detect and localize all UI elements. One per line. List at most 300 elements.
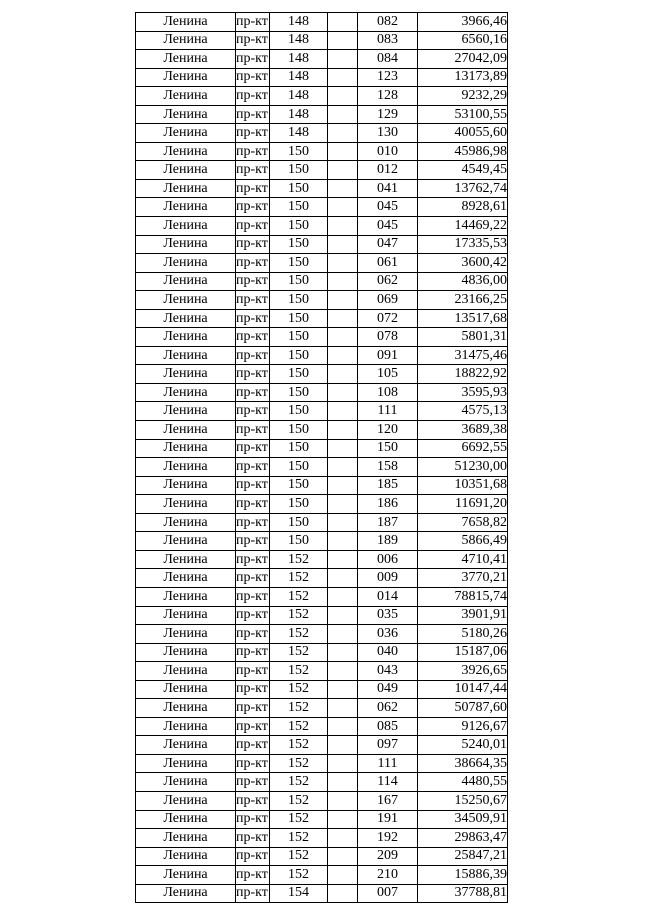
- street-type-cell: пр-кт: [236, 105, 270, 124]
- amount-cell: 15187,06: [418, 643, 508, 662]
- building-cell: [328, 699, 358, 718]
- apartment-cell: 014: [358, 587, 418, 606]
- apartment-cell: 187: [358, 513, 418, 532]
- building-cell: [328, 124, 358, 143]
- building-cell: [328, 717, 358, 736]
- building-cell: [328, 550, 358, 569]
- apartment-cell: 114: [358, 773, 418, 792]
- street-cell: Ленина: [136, 124, 236, 143]
- building-cell: [328, 606, 358, 625]
- house-number-cell: 150: [270, 142, 328, 161]
- street-cell: Ленина: [136, 458, 236, 477]
- street-cell: Ленина: [136, 662, 236, 681]
- street-type-cell: пр-кт: [236, 587, 270, 606]
- street-type-cell: пр-кт: [236, 87, 270, 106]
- house-number-cell: 152: [270, 773, 328, 792]
- debt-table: [135, 12, 508, 903]
- table-row: [136, 309, 508, 328]
- table-row: [136, 50, 508, 69]
- building-cell: [328, 847, 358, 866]
- street-cell: Ленина: [136, 254, 236, 273]
- house-number-cell: 150: [270, 161, 328, 180]
- street-cell: Ленина: [136, 87, 236, 106]
- amount-cell: 8928,61: [418, 198, 508, 217]
- house-number-cell: 150: [270, 421, 328, 440]
- house-number-cell: 152: [270, 587, 328, 606]
- house-number-cell: 148: [270, 31, 328, 50]
- amount-cell: 5180,26: [418, 625, 508, 644]
- table-row: [136, 476, 508, 495]
- amount-cell: 4710,41: [418, 550, 508, 569]
- street-type-cell: пр-кт: [236, 272, 270, 291]
- table-row: [136, 569, 508, 588]
- street-type-cell: пр-кт: [236, 532, 270, 551]
- street-cell: Ленина: [136, 421, 236, 440]
- street-cell: Ленина: [136, 717, 236, 736]
- street-type-cell: пр-кт: [236, 458, 270, 477]
- street-cell: Ленина: [136, 625, 236, 644]
- building-cell: [328, 365, 358, 384]
- amount-cell: 13762,74: [418, 179, 508, 198]
- table-row: [136, 142, 508, 161]
- house-number-cell: 152: [270, 680, 328, 699]
- street-type-cell: пр-кт: [236, 124, 270, 143]
- building-cell: [328, 476, 358, 495]
- street-cell: Ленина: [136, 31, 236, 50]
- house-number-cell: 150: [270, 235, 328, 254]
- street-cell: Ленина: [136, 476, 236, 495]
- street-type-cell: пр-кт: [236, 476, 270, 495]
- amount-cell: 10147,44: [418, 680, 508, 699]
- street-type-cell: пр-кт: [236, 68, 270, 87]
- apartment-cell: 083: [358, 31, 418, 50]
- street-type-cell: пр-кт: [236, 495, 270, 514]
- street-cell: Ленина: [136, 309, 236, 328]
- amount-cell: 18822,92: [418, 365, 508, 384]
- amount-cell: 27042,09: [418, 50, 508, 69]
- street-cell: Ленина: [136, 495, 236, 514]
- table-row: [136, 884, 508, 903]
- building-cell: [328, 383, 358, 402]
- street-type-cell: пр-кт: [236, 810, 270, 829]
- table-row: [136, 402, 508, 421]
- house-number-cell: 150: [270, 439, 328, 458]
- apartment-cell: 111: [358, 754, 418, 773]
- amount-cell: 50787,60: [418, 699, 508, 718]
- building-cell: [328, 346, 358, 365]
- street-type-cell: пр-кт: [236, 254, 270, 273]
- street-type-cell: пр-кт: [236, 513, 270, 532]
- street-cell: Ленина: [136, 68, 236, 87]
- amount-cell: 5866,49: [418, 532, 508, 551]
- apartment-cell: 123: [358, 68, 418, 87]
- building-cell: [328, 161, 358, 180]
- amount-cell: 10351,68: [418, 476, 508, 495]
- building-cell: [328, 662, 358, 681]
- amount-cell: 4836,00: [418, 272, 508, 291]
- building-cell: [328, 235, 358, 254]
- street-type-cell: пр-кт: [236, 383, 270, 402]
- house-number-cell: 148: [270, 87, 328, 106]
- street-cell: Ленина: [136, 791, 236, 810]
- apartment-cell: 035: [358, 606, 418, 625]
- house-number-cell: 150: [270, 309, 328, 328]
- building-cell: [328, 328, 358, 347]
- apartment-cell: 167: [358, 791, 418, 810]
- house-number-cell: 148: [270, 124, 328, 143]
- street-type-cell: пр-кт: [236, 736, 270, 755]
- building-cell: [328, 179, 358, 198]
- amount-cell: 3600,42: [418, 254, 508, 273]
- building-cell: [328, 402, 358, 421]
- street-type-cell: пр-кт: [236, 717, 270, 736]
- street-type-cell: пр-кт: [236, 791, 270, 810]
- amount-cell: 29863,47: [418, 829, 508, 848]
- table-row: [136, 105, 508, 124]
- amount-cell: 6692,55: [418, 439, 508, 458]
- street-cell: Ленина: [136, 606, 236, 625]
- apartment-cell: 129: [358, 105, 418, 124]
- street-type-cell: пр-кт: [236, 179, 270, 198]
- building-cell: [328, 439, 358, 458]
- street-cell: Ленина: [136, 866, 236, 885]
- amount-cell: 4480,55: [418, 773, 508, 792]
- apartment-cell: 128: [358, 87, 418, 106]
- house-number-cell: 152: [270, 569, 328, 588]
- building-cell: [328, 105, 358, 124]
- apartment-cell: 062: [358, 699, 418, 718]
- house-number-cell: 152: [270, 736, 328, 755]
- building-cell: [328, 791, 358, 810]
- table-row: [136, 198, 508, 217]
- building-cell: [328, 643, 358, 662]
- table-row: [136, 235, 508, 254]
- apartment-cell: 036: [358, 625, 418, 644]
- table-row: [136, 31, 508, 50]
- building-cell: [328, 31, 358, 50]
- street-type-cell: пр-кт: [236, 198, 270, 217]
- street-cell: Ленина: [136, 365, 236, 384]
- apartment-cell: 062: [358, 272, 418, 291]
- street-type-cell: пр-кт: [236, 31, 270, 50]
- apartment-cell: 130: [358, 124, 418, 143]
- house-number-cell: 150: [270, 402, 328, 421]
- street-type-cell: пр-кт: [236, 754, 270, 773]
- table-row: [136, 179, 508, 198]
- street-cell: Ленина: [136, 810, 236, 829]
- table-row: [136, 810, 508, 829]
- street-type-cell: пр-кт: [236, 569, 270, 588]
- street-cell: Ленина: [136, 699, 236, 718]
- house-number-cell: 150: [270, 291, 328, 310]
- house-number-cell: 150: [270, 476, 328, 495]
- street-cell: Ленина: [136, 383, 236, 402]
- table-row: [136, 495, 508, 514]
- table-row: [136, 346, 508, 365]
- building-cell: [328, 513, 358, 532]
- amount-cell: 78815,74: [418, 587, 508, 606]
- building-cell: [328, 773, 358, 792]
- street-cell: Ленина: [136, 773, 236, 792]
- amount-cell: 6560,16: [418, 31, 508, 50]
- street-cell: Ленина: [136, 198, 236, 217]
- building-cell: [328, 495, 358, 514]
- street-cell: Ленина: [136, 13, 236, 32]
- table-row: [136, 680, 508, 699]
- building-cell: [328, 87, 358, 106]
- amount-cell: 3901,91: [418, 606, 508, 625]
- table-row: [136, 662, 508, 681]
- apartment-cell: 045: [358, 217, 418, 236]
- table-row: [136, 87, 508, 106]
- house-number-cell: 152: [270, 847, 328, 866]
- street-cell: Ленина: [136, 439, 236, 458]
- house-number-cell: 150: [270, 198, 328, 217]
- apartment-cell: 097: [358, 736, 418, 755]
- street-cell: Ленина: [136, 161, 236, 180]
- street-type-cell: пр-кт: [236, 291, 270, 310]
- house-number-cell: 150: [270, 495, 328, 514]
- street-type-cell: пр-кт: [236, 439, 270, 458]
- apartment-cell: 185: [358, 476, 418, 495]
- street-type-cell: пр-кт: [236, 699, 270, 718]
- street-cell: Ленина: [136, 587, 236, 606]
- street-cell: Ленина: [136, 513, 236, 532]
- house-number-cell: 150: [270, 383, 328, 402]
- house-number-cell: 152: [270, 550, 328, 569]
- apartment-cell: 150: [358, 439, 418, 458]
- amount-cell: 38664,35: [418, 754, 508, 773]
- house-number-cell: 148: [270, 105, 328, 124]
- street-cell: Ленина: [136, 847, 236, 866]
- house-number-cell: 152: [270, 643, 328, 662]
- table-row: [136, 365, 508, 384]
- apartment-cell: 012: [358, 161, 418, 180]
- house-number-cell: 152: [270, 699, 328, 718]
- apartment-cell: 085: [358, 717, 418, 736]
- building-cell: [328, 142, 358, 161]
- table-row: [136, 587, 508, 606]
- amount-cell: 25847,21: [418, 847, 508, 866]
- building-cell: [328, 866, 358, 885]
- building-cell: [328, 736, 358, 755]
- street-type-cell: пр-кт: [236, 847, 270, 866]
- house-number-cell: 152: [270, 662, 328, 681]
- street-type-cell: пр-кт: [236, 421, 270, 440]
- apartment-cell: 078: [358, 328, 418, 347]
- apartment-cell: 192: [358, 829, 418, 848]
- apartment-cell: 040: [358, 643, 418, 662]
- amount-cell: 5240,01: [418, 736, 508, 755]
- table-row: [136, 439, 508, 458]
- house-number-cell: 152: [270, 810, 328, 829]
- house-number-cell: 152: [270, 606, 328, 625]
- table-row: [136, 699, 508, 718]
- building-cell: [328, 421, 358, 440]
- amount-cell: 15250,67: [418, 791, 508, 810]
- street-type-cell: пр-кт: [236, 365, 270, 384]
- street-cell: Ленина: [136, 179, 236, 198]
- street-type-cell: пр-кт: [236, 328, 270, 347]
- house-number-cell: 148: [270, 68, 328, 87]
- apartment-cell: 072: [358, 309, 418, 328]
- street-type-cell: пр-кт: [236, 346, 270, 365]
- amount-cell: 7658,82: [418, 513, 508, 532]
- street-cell: Ленина: [136, 328, 236, 347]
- house-number-cell: 154: [270, 884, 328, 903]
- house-number-cell: 150: [270, 365, 328, 384]
- amount-cell: 4549,45: [418, 161, 508, 180]
- table-row: [136, 124, 508, 143]
- amount-cell: 4575,13: [418, 402, 508, 421]
- street-cell: Ленина: [136, 291, 236, 310]
- street-cell: Ленина: [136, 346, 236, 365]
- house-number-cell: 150: [270, 513, 328, 532]
- table-row: [136, 847, 508, 866]
- building-cell: [328, 291, 358, 310]
- table-row: [136, 383, 508, 402]
- apartment-cell: 108: [358, 383, 418, 402]
- building-cell: [328, 587, 358, 606]
- building-cell: [328, 810, 358, 829]
- amount-cell: 3770,21: [418, 569, 508, 588]
- building-cell: [328, 754, 358, 773]
- apartment-cell: 047: [358, 235, 418, 254]
- building-cell: [328, 829, 358, 848]
- building-cell: [328, 884, 358, 903]
- amount-cell: 34509,91: [418, 810, 508, 829]
- house-number-cell: 150: [270, 532, 328, 551]
- house-number-cell: 150: [270, 217, 328, 236]
- street-type-cell: пр-кт: [236, 50, 270, 69]
- street-cell: Ленина: [136, 402, 236, 421]
- building-cell: [328, 50, 358, 69]
- table-row: [136, 513, 508, 532]
- house-number-cell: 152: [270, 625, 328, 644]
- apartment-cell: 082: [358, 13, 418, 32]
- house-number-cell: 148: [270, 50, 328, 69]
- amount-cell: 51230,00: [418, 458, 508, 477]
- street-type-cell: пр-кт: [236, 402, 270, 421]
- amount-cell: 5801,31: [418, 328, 508, 347]
- amount-cell: 53100,55: [418, 105, 508, 124]
- street-cell: Ленина: [136, 643, 236, 662]
- amount-cell: 15886,39: [418, 866, 508, 885]
- table-row: [136, 717, 508, 736]
- building-cell: [328, 625, 358, 644]
- house-number-cell: 150: [270, 272, 328, 291]
- street-type-cell: пр-кт: [236, 643, 270, 662]
- building-cell: [328, 68, 358, 87]
- house-number-cell: 152: [270, 754, 328, 773]
- apartment-cell: 069: [358, 291, 418, 310]
- amount-cell: 11691,20: [418, 495, 508, 514]
- amount-cell: 3689,38: [418, 421, 508, 440]
- street-cell: Ленина: [136, 569, 236, 588]
- street-cell: Ленина: [136, 532, 236, 551]
- table-row: [136, 254, 508, 273]
- apartment-cell: 209: [358, 847, 418, 866]
- street-cell: Ленина: [136, 550, 236, 569]
- amount-cell: 3926,65: [418, 662, 508, 681]
- apartment-cell: 006: [358, 550, 418, 569]
- street-cell: Ленина: [136, 235, 236, 254]
- amount-cell: 23166,25: [418, 291, 508, 310]
- building-cell: [328, 569, 358, 588]
- table-row: [136, 736, 508, 755]
- amount-cell: 40055,60: [418, 124, 508, 143]
- house-number-cell: 152: [270, 791, 328, 810]
- apartment-cell: 043: [358, 662, 418, 681]
- table-row: [136, 291, 508, 310]
- house-number-cell: 150: [270, 458, 328, 477]
- street-cell: Ленина: [136, 829, 236, 848]
- building-cell: [328, 532, 358, 551]
- street-type-cell: пр-кт: [236, 217, 270, 236]
- table-row: [136, 532, 508, 551]
- building-cell: [328, 272, 358, 291]
- street-type-cell: пр-кт: [236, 662, 270, 681]
- table-row: [136, 272, 508, 291]
- table-row: [136, 625, 508, 644]
- building-cell: [328, 198, 358, 217]
- house-number-cell: 150: [270, 179, 328, 198]
- table-row: [136, 643, 508, 662]
- table-row: [136, 550, 508, 569]
- house-number-cell: 150: [270, 346, 328, 365]
- apartment-cell: 009: [358, 569, 418, 588]
- building-cell: [328, 254, 358, 273]
- table-row: [136, 161, 508, 180]
- table-row: [136, 773, 508, 792]
- street-type-cell: пр-кт: [236, 884, 270, 903]
- amount-cell: 37788,81: [418, 884, 508, 903]
- table-row: [136, 754, 508, 773]
- amount-cell: 45986,98: [418, 142, 508, 161]
- street-type-cell: пр-кт: [236, 309, 270, 328]
- street-cell: Ленина: [136, 736, 236, 755]
- house-number-cell: 148: [270, 13, 328, 32]
- apartment-cell: 061: [358, 254, 418, 273]
- table-row: [136, 68, 508, 87]
- apartment-cell: 191: [358, 810, 418, 829]
- street-type-cell: пр-кт: [236, 625, 270, 644]
- amount-cell: 13517,68: [418, 309, 508, 328]
- amount-cell: 9126,67: [418, 717, 508, 736]
- building-cell: [328, 13, 358, 32]
- amount-cell: 3966,46: [418, 13, 508, 32]
- apartment-cell: 007: [358, 884, 418, 903]
- table-row: [136, 791, 508, 810]
- street-cell: Ленина: [136, 272, 236, 291]
- street-type-cell: пр-кт: [236, 235, 270, 254]
- street-cell: Ленина: [136, 754, 236, 773]
- apartment-cell: 111: [358, 402, 418, 421]
- amount-cell: 31475,46: [418, 346, 508, 365]
- street-cell: Ленина: [136, 105, 236, 124]
- apartment-cell: 120: [358, 421, 418, 440]
- apartment-cell: 084: [358, 50, 418, 69]
- apartment-cell: 105: [358, 365, 418, 384]
- apartment-cell: 091: [358, 346, 418, 365]
- apartment-cell: 045: [358, 198, 418, 217]
- apartment-cell: 186: [358, 495, 418, 514]
- street-type-cell: пр-кт: [236, 829, 270, 848]
- amount-cell: 9232,29: [418, 87, 508, 106]
- building-cell: [328, 217, 358, 236]
- table-row: [136, 328, 508, 347]
- street-type-cell: пр-кт: [236, 142, 270, 161]
